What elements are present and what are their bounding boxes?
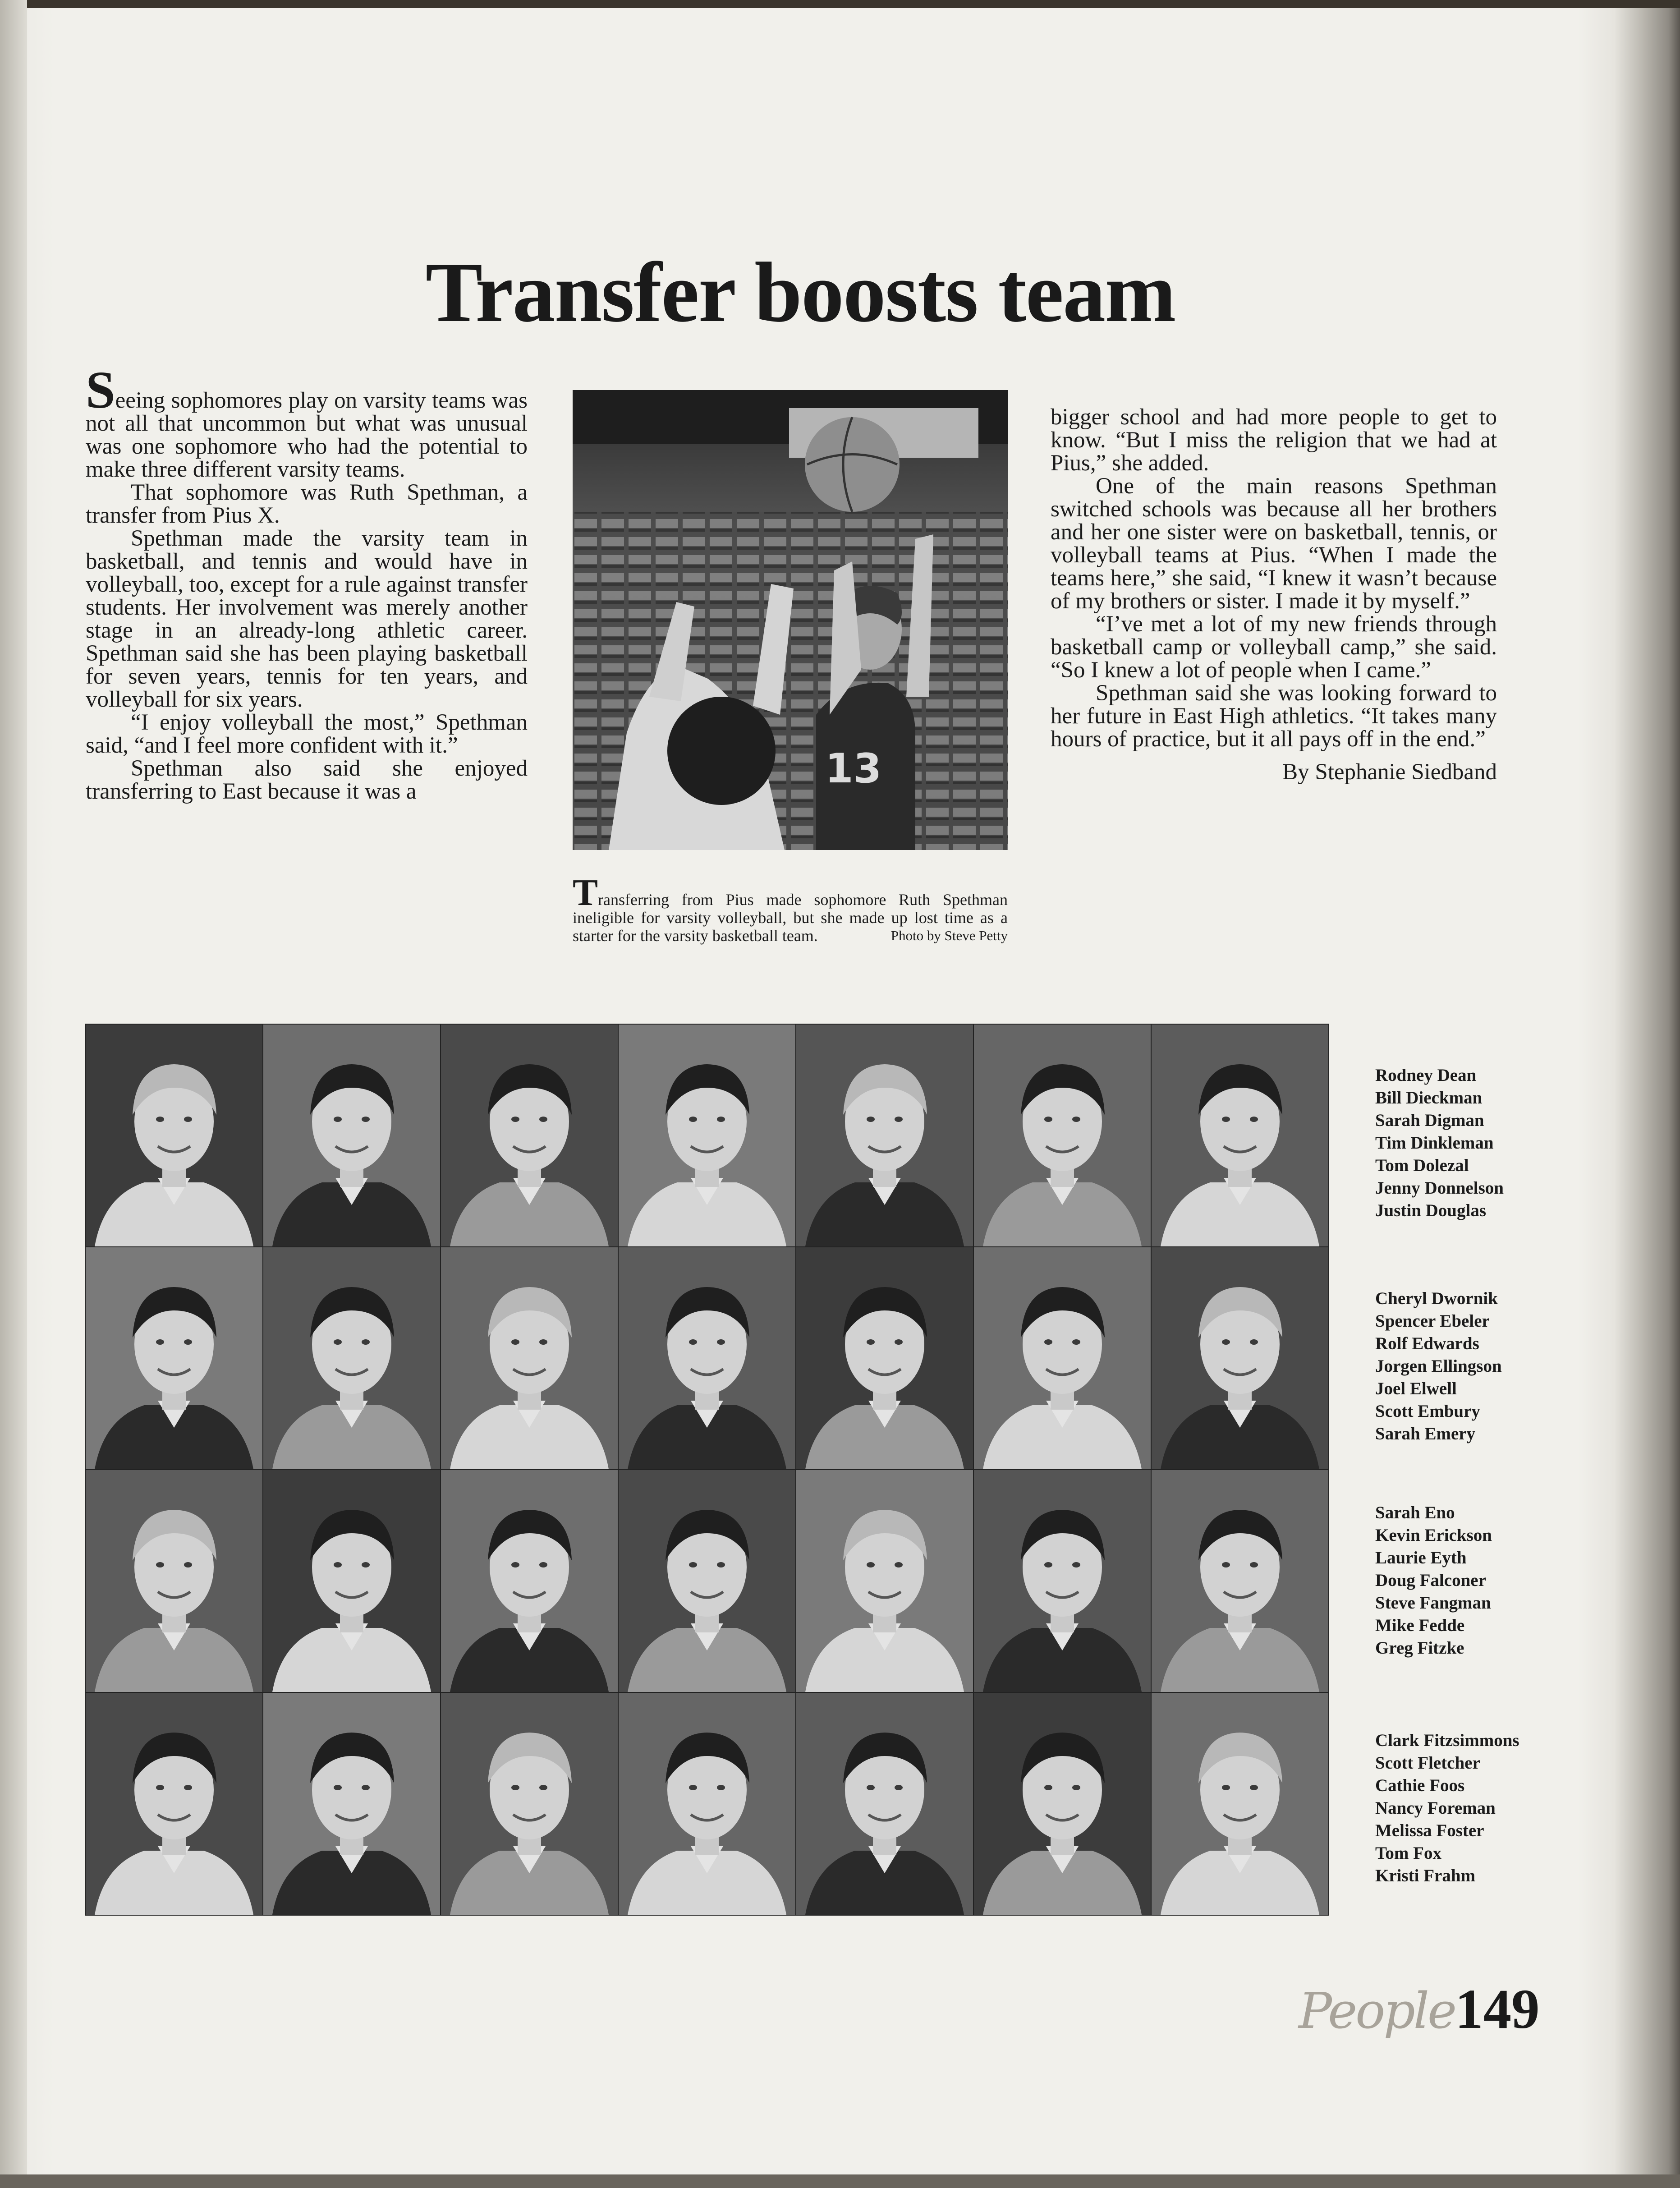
student-name: Justin Douglas: [1375, 1201, 1486, 1220]
student-name: Greg Fitzke: [1375, 1638, 1464, 1658]
student-name: Steve Fangman: [1375, 1593, 1491, 1613]
student-portrait: [973, 1469, 1152, 1693]
student-name: Clark Fitzsimmons: [1375, 1731, 1519, 1750]
student-portrait: [618, 1692, 796, 1916]
student-name: Tom Dolezal: [1375, 1156, 1469, 1175]
student-name: Kevin Erickson: [1375, 1526, 1492, 1545]
student-name: Spencer Ebeler: [1375, 1311, 1490, 1331]
student-name: Rodney Dean: [1375, 1066, 1477, 1085]
student-portrait: [262, 1692, 441, 1916]
student-portrait: [795, 1024, 974, 1247]
student-portrait: [973, 1024, 1152, 1247]
student-name: Scott Fletcher: [1375, 1753, 1480, 1773]
basketball-photo-illustration: [573, 390, 1008, 850]
student-name: Tim Dinkleman: [1375, 1133, 1494, 1153]
student-portrait: [973, 1692, 1152, 1916]
student-portrait: [1151, 1024, 1329, 1247]
student-portrait: [262, 1024, 441, 1247]
student-name: Melissa Foster: [1375, 1821, 1484, 1840]
article-paragraph: bigger school and had more people to get to know. “But I miss the religion that we had at Pius,” she added.: [1051, 405, 1497, 476]
article-paragraph: [86, 360, 528, 482]
photo-credit: Photo by Steve Petty: [890, 928, 1008, 943]
article-paragraph: One of the main reasons Spethman switched schools was because all her brothers and her one sister were on basketball, tennis, or volleyball teams at Pius. “When I made the teams here,” she said, “I knew it wasn’t because of my brothers or sister. I made it by myself.”: [1051, 473, 1497, 614]
page-bottom-edge: [0, 2174, 1680, 2188]
page-top-edge: [0, 0, 1680, 8]
section-label: People: [1299, 1982, 1455, 2040]
portrait-grid: [85, 1024, 1329, 1926]
student-name: Doug Falconer: [1375, 1571, 1486, 1590]
article-paragraph: Spethman said she was looking forward to her future in East High athletics. “It takes many hours of practice, but it all pays off in the end.”: [1051, 680, 1497, 752]
student-name: Sarah Emery: [1375, 1424, 1476, 1443]
name-list-row-4: [1375, 1729, 1565, 1887]
student-name: Cheryl Dwornik: [1375, 1289, 1498, 1308]
page-number: 149: [1455, 1978, 1540, 2041]
student-portrait: [973, 1246, 1152, 1470]
student-name: Kristi Frahm: [1375, 1866, 1476, 1885]
drop-cap: S: [86, 360, 115, 419]
caption-drop-cap: T: [573, 872, 598, 914]
student-portrait: [85, 1024, 263, 1247]
student-portrait: [85, 1246, 263, 1470]
student-portrait: [440, 1024, 619, 1247]
student-name: Jorgen Ellingson: [1375, 1356, 1502, 1376]
headline: Transfer boosts team: [425, 245, 1175, 340]
student-portrait: [795, 1692, 974, 1916]
paragraph-text: eeing sophomores play on varsity teams was not all that uncommon but what was unusual was one sophomore who had the potential to make three different varsity teams.: [86, 388, 528, 482]
byline: By Stephanie Siedband: [1282, 759, 1497, 785]
article-paragraph: Spethman also said she enjoyed transferring to East because it was a: [86, 756, 528, 804]
student-portrait: [85, 1692, 263, 1916]
article-right-column: [1051, 406, 1497, 784]
student-name: Jenny Donnelson: [1375, 1178, 1504, 1198]
student-portrait: [85, 1469, 263, 1693]
student-portrait: [440, 1469, 619, 1693]
student-name: Mike Fedde: [1375, 1616, 1465, 1635]
student-portrait: [440, 1246, 619, 1470]
basketball-photo: [573, 390, 1008, 850]
name-list-row-3: [1375, 1502, 1565, 1659]
article-paragraph: That sophomore was Ruth Spethman, a transfer from Pius X.: [86, 480, 528, 528]
caption-text: ransferring from Pius made sophomore Ruth Spethman ineligible for varsity volleyball, but she made up lost time as a starter for the varsity basketball team.: [573, 891, 1008, 945]
student-name: Tom Fox: [1375, 1843, 1441, 1863]
photo-caption: [573, 872, 1008, 945]
student-name: Bill Dieckman: [1375, 1088, 1483, 1108]
student-name: Scott Embury: [1375, 1402, 1480, 1421]
student-portrait: [618, 1246, 796, 1470]
student-portrait: [1151, 1469, 1329, 1693]
student-name: Joel Elwell: [1375, 1379, 1457, 1398]
student-portrait: [262, 1469, 441, 1693]
student-name: Laurie Eyth: [1375, 1548, 1467, 1567]
article-paragraph: “I enjoy volleyball the most,” Spethman said, “and I feel more confident with it.”: [86, 710, 528, 758]
student-portrait: [440, 1692, 619, 1916]
page-folio: [1299, 1977, 1540, 2042]
student-name: Rolf Edwards: [1375, 1334, 1479, 1353]
student-portrait: [262, 1246, 441, 1470]
student-portrait: [618, 1469, 796, 1693]
student-name: Nancy Foreman: [1375, 1798, 1496, 1818]
article-paragraph: Spethman made the varsity team in basketball, and tennis and would have in volleyball, too, except for a rule against transfer students. Her involvement was merely another stage in an already-long athletic career. Spethman said she has been playing basketball for seven years, tennis for ten years, and volleyball for six years.: [86, 526, 528, 712]
name-list-row-1: [1375, 1064, 1565, 1222]
name-list-row-2: [1375, 1287, 1565, 1445]
student-portrait: [618, 1024, 796, 1247]
student-name: Sarah Eno: [1375, 1503, 1455, 1522]
student-portrait: [795, 1469, 974, 1693]
jersey-number: 13: [825, 745, 882, 792]
article-paragraph: “I’ve met a lot of my new friends through basketball camp or volleyball camp,” she said. “So I knew a lot of people when I came.”: [1051, 611, 1497, 683]
student-name: Cathie Foos: [1375, 1776, 1465, 1795]
student-portrait: [795, 1246, 974, 1470]
article-left-column: [86, 360, 528, 804]
student-name: Sarah Digman: [1375, 1111, 1484, 1130]
student-portrait: [1151, 1246, 1329, 1470]
student-portrait: [1151, 1692, 1329, 1916]
